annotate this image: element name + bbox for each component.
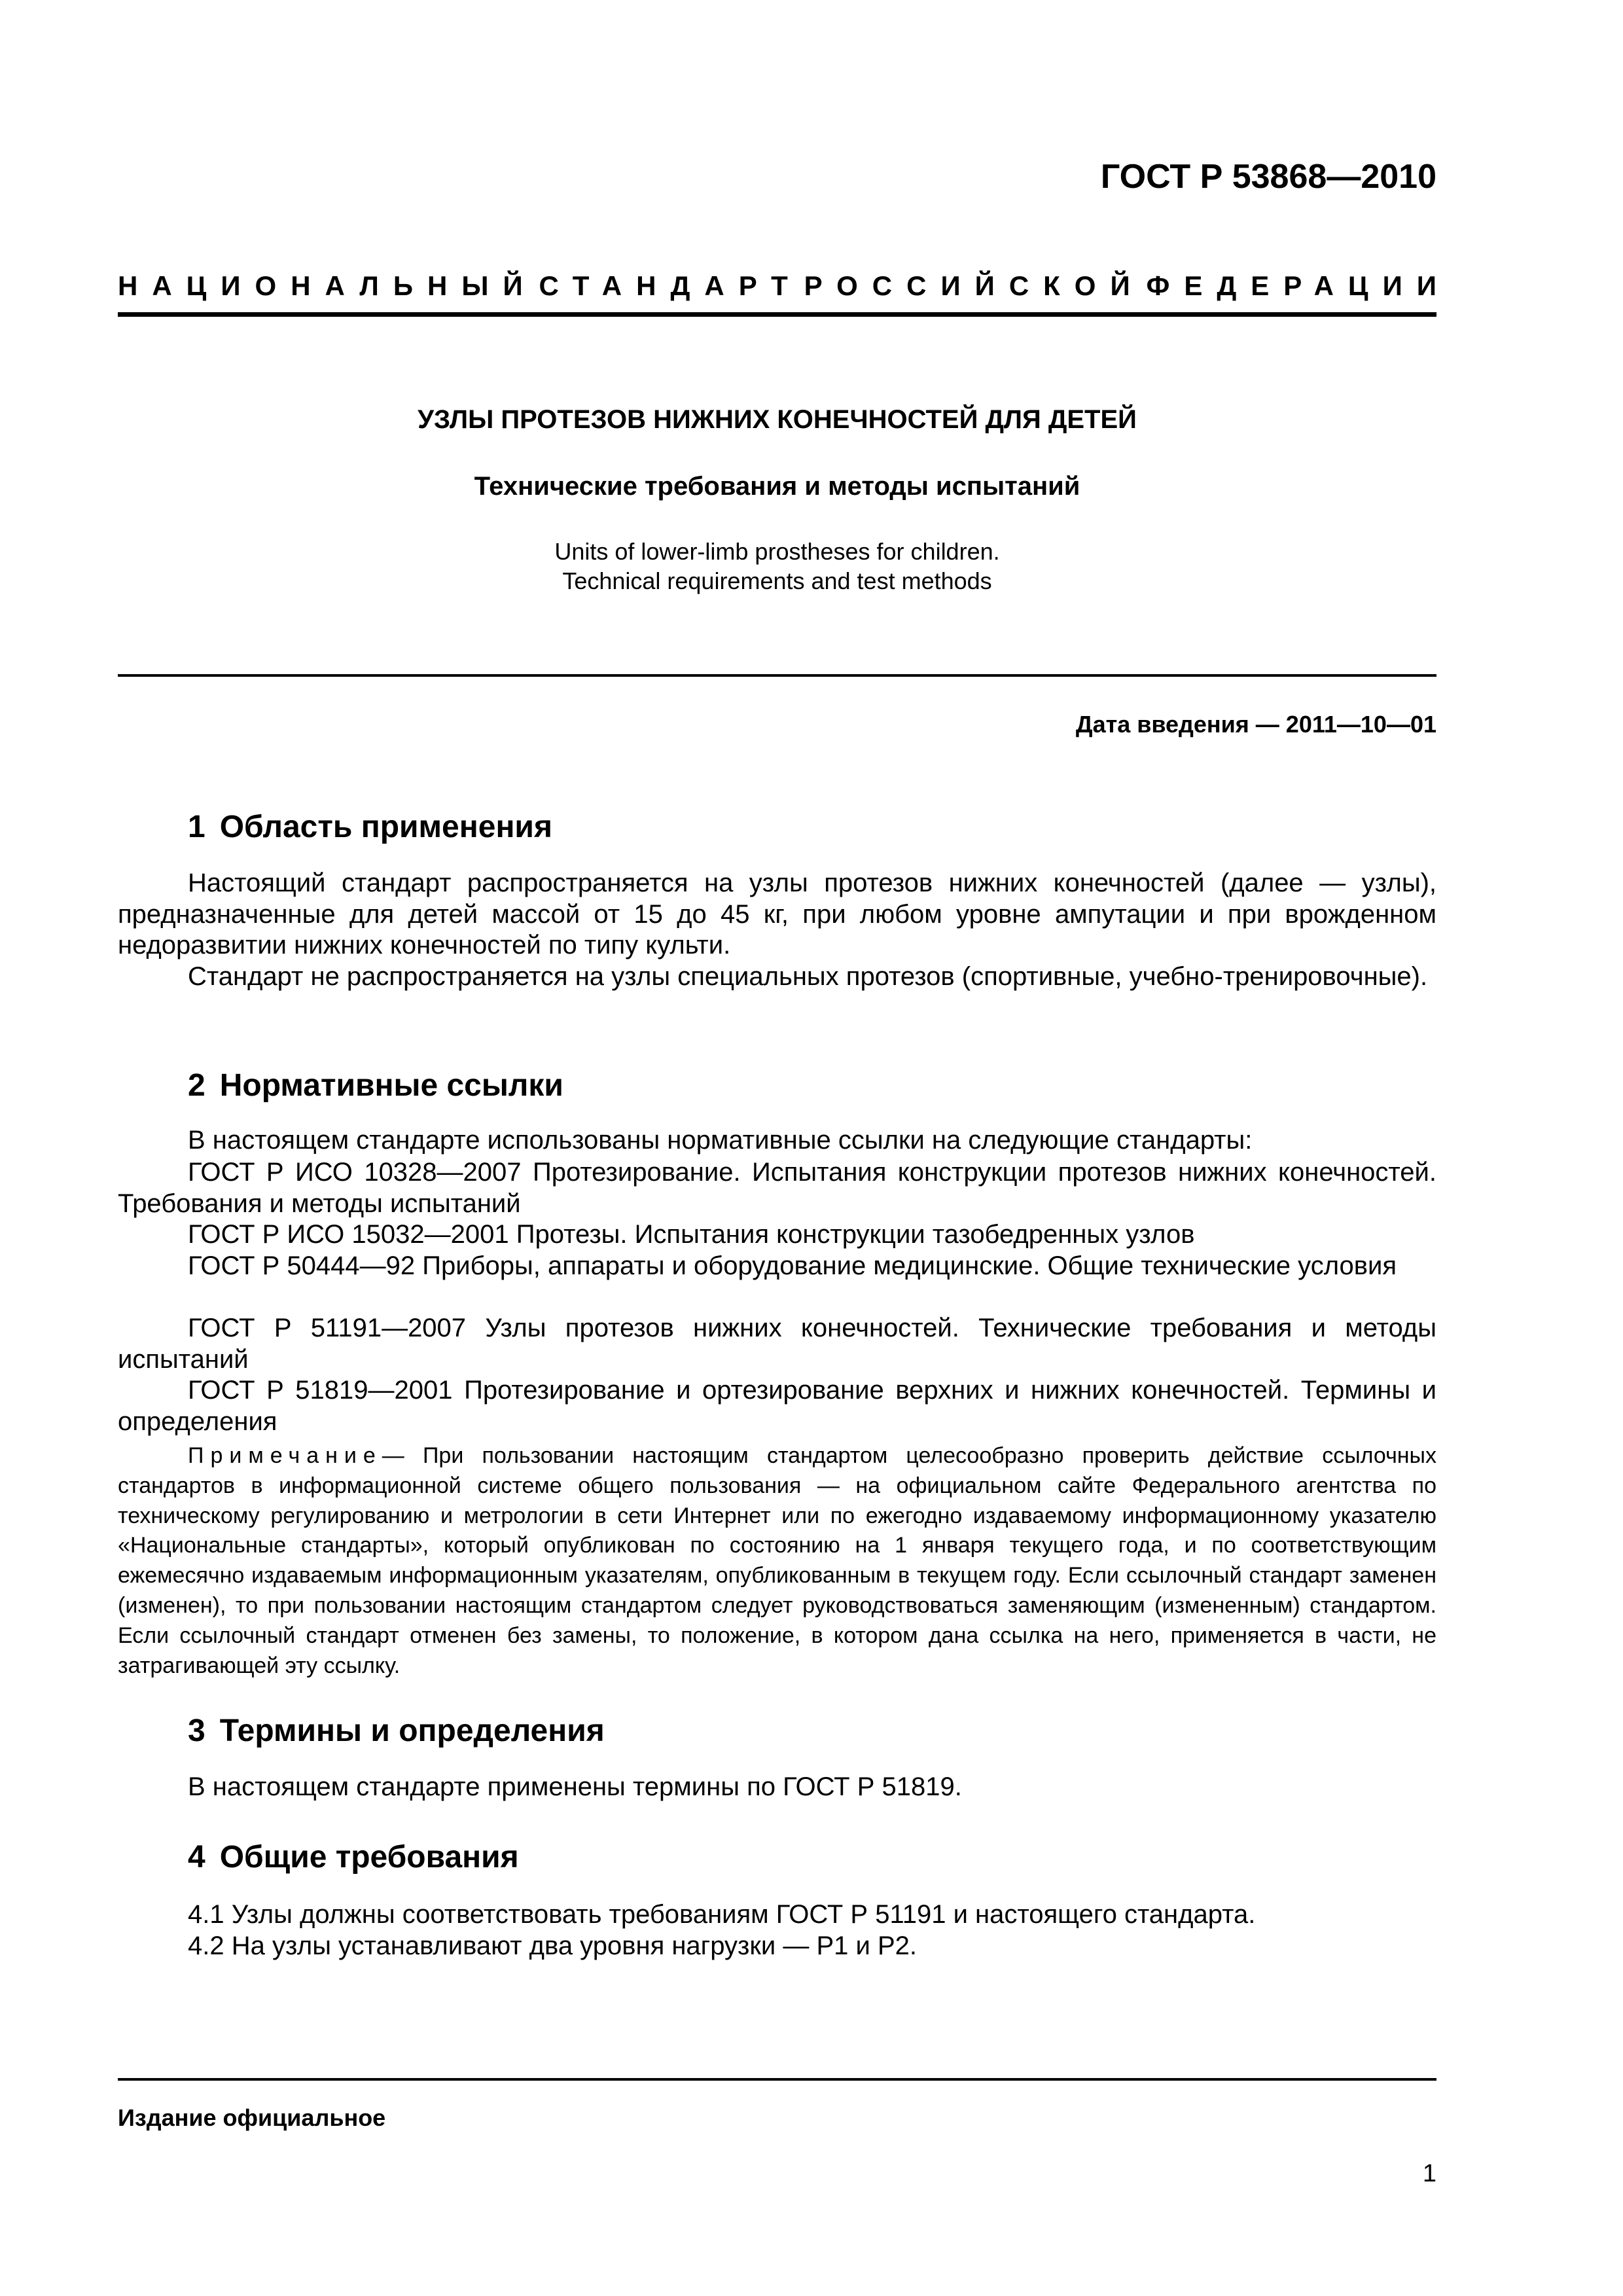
national-standard-word: СТАНДАРТ [539,270,802,301]
introduction-date: Дата введения — 2011—10—01 [1075,711,1436,738]
title-rule [118,674,1436,677]
paragraph: Настоящий стандарт распространяется на узлы протезов нижних конечностей (далее — узлы), предназначенные для детей массой от 15 до 45 кг, при любом уровне ампутации и при врожденном недоразвитии нижних конечностей по типу культи. [118,869,1436,960]
document-subtitle: Технические требования и методы испытаний [474,472,1080,501]
section-number: 3 [188,1713,205,1748]
edition-label: Издание официальное [118,2104,386,2131]
note-text: — При пользовании настоящим стандартом целесообразно проверить действие ссылочных стандартов в информационной системе общего пользования — на официальном сайте Федерального агентства по техническому регулированию и метрологии в сети Интернет или по ежегодно издаваемому информационному указателю «Национальные стандарты», который опубликован по состоянию на 1 января текущего года, и по соответствующим ежемесячно издаваемым информационным указателям, опубликованным в текущем году. Если ссылочный стандарт заменен (изменен), то при пользовании настоящим стандартом следует руководствоваться заменяющим (измененным) стандартом. Если ссылочный стандарт отменен без замены, то положение, в котором дана ссылка на него, применяется в части, не затрагивающей эту ссылку. [118,1443,1436,1678]
document-title: УЗЛЫ ПРОТЕЗОВ НИЖНИХ КОНЕЧНОСТЕЙ ДЛЯ ДЕТЕЙ [418,405,1137,434]
section-number: 2 [188,1068,205,1103]
section-title: Термины и определения [219,1713,605,1748]
section-title: Нормативные ссылки [219,1068,563,1103]
note-label: Примечание [188,1443,382,1468]
reference-item: ГОСТ Р 51819—2001 Протезирование и ортезирование верхних и нижних конечностей. Термины и определения [118,1376,1436,1436]
reference-item: ГОСТ Р ИСО 10328—2007 Протезирование. Испытания конструкции протезов нижних конечностей. Требования и методы испытаний [118,1158,1436,1218]
references-intro: В настоящем стандарте использованы нормативные ссылки на следующие стандарты: [188,1126,1253,1155]
section-number: 4 [188,1840,205,1874]
header-rule [118,312,1436,317]
national-standard-word: РОССИЙСКОЙ [804,270,1145,301]
english-title-line: Units of lower-limb prostheses for children. [554,538,1000,565]
requirement-item: 4.1 Узлы должны соответствовать требованиям ГОСТ Р 51191 и настоящего стандарта. [188,1900,1256,1929]
footer-rule [118,2078,1436,2081]
reference-item: ГОСТ Р 50444—92 Приборы, аппараты и оборудование медицинские. Общие технические условия [188,1251,1397,1280]
page-number: 1 [1422,2160,1436,2187]
english-title-line: Technical requirements and test methods [562,567,992,594]
section-number: 1 [188,810,205,844]
section-heading [188,1067,563,1103]
english-title [118,537,1436,596]
reference-item: ГОСТ Р 51191—2007 Узлы протезов нижних конечностей. Технические требования и методы испытаний [118,1314,1436,1374]
document-code: ГОСТ Р 53868—2010 [1100,158,1436,196]
section-heading [188,809,552,845]
paragraph: Стандарт не распространяется на узлы специальных протезов (спортивные, учебно-тренировочные). [188,962,1428,991]
requirement-item: 4.2 На узлы устанавливают два уровня нагрузки — Р1 и Р2. [188,1931,918,1960]
paragraph: В настоящем стандарте применены термины по ГОСТ Р 51819. [188,1772,962,1801]
reference-item: ГОСТ Р ИСО 15032—2001 Протезы. Испытания конструкции тазобедренных узлов [188,1220,1195,1249]
section-heading [188,1839,519,1875]
note-paragraph [118,1441,1436,1681]
national-standard-word: НАЦИОНАЛЬНЫЙ [118,270,537,301]
national-standard-heading [118,270,1451,302]
section-title: Общие требования [219,1840,519,1874]
section-title: Область применения [219,810,552,844]
national-standard-word: ФЕДЕРАЦИИ [1146,270,1451,301]
section-heading [188,1713,605,1749]
